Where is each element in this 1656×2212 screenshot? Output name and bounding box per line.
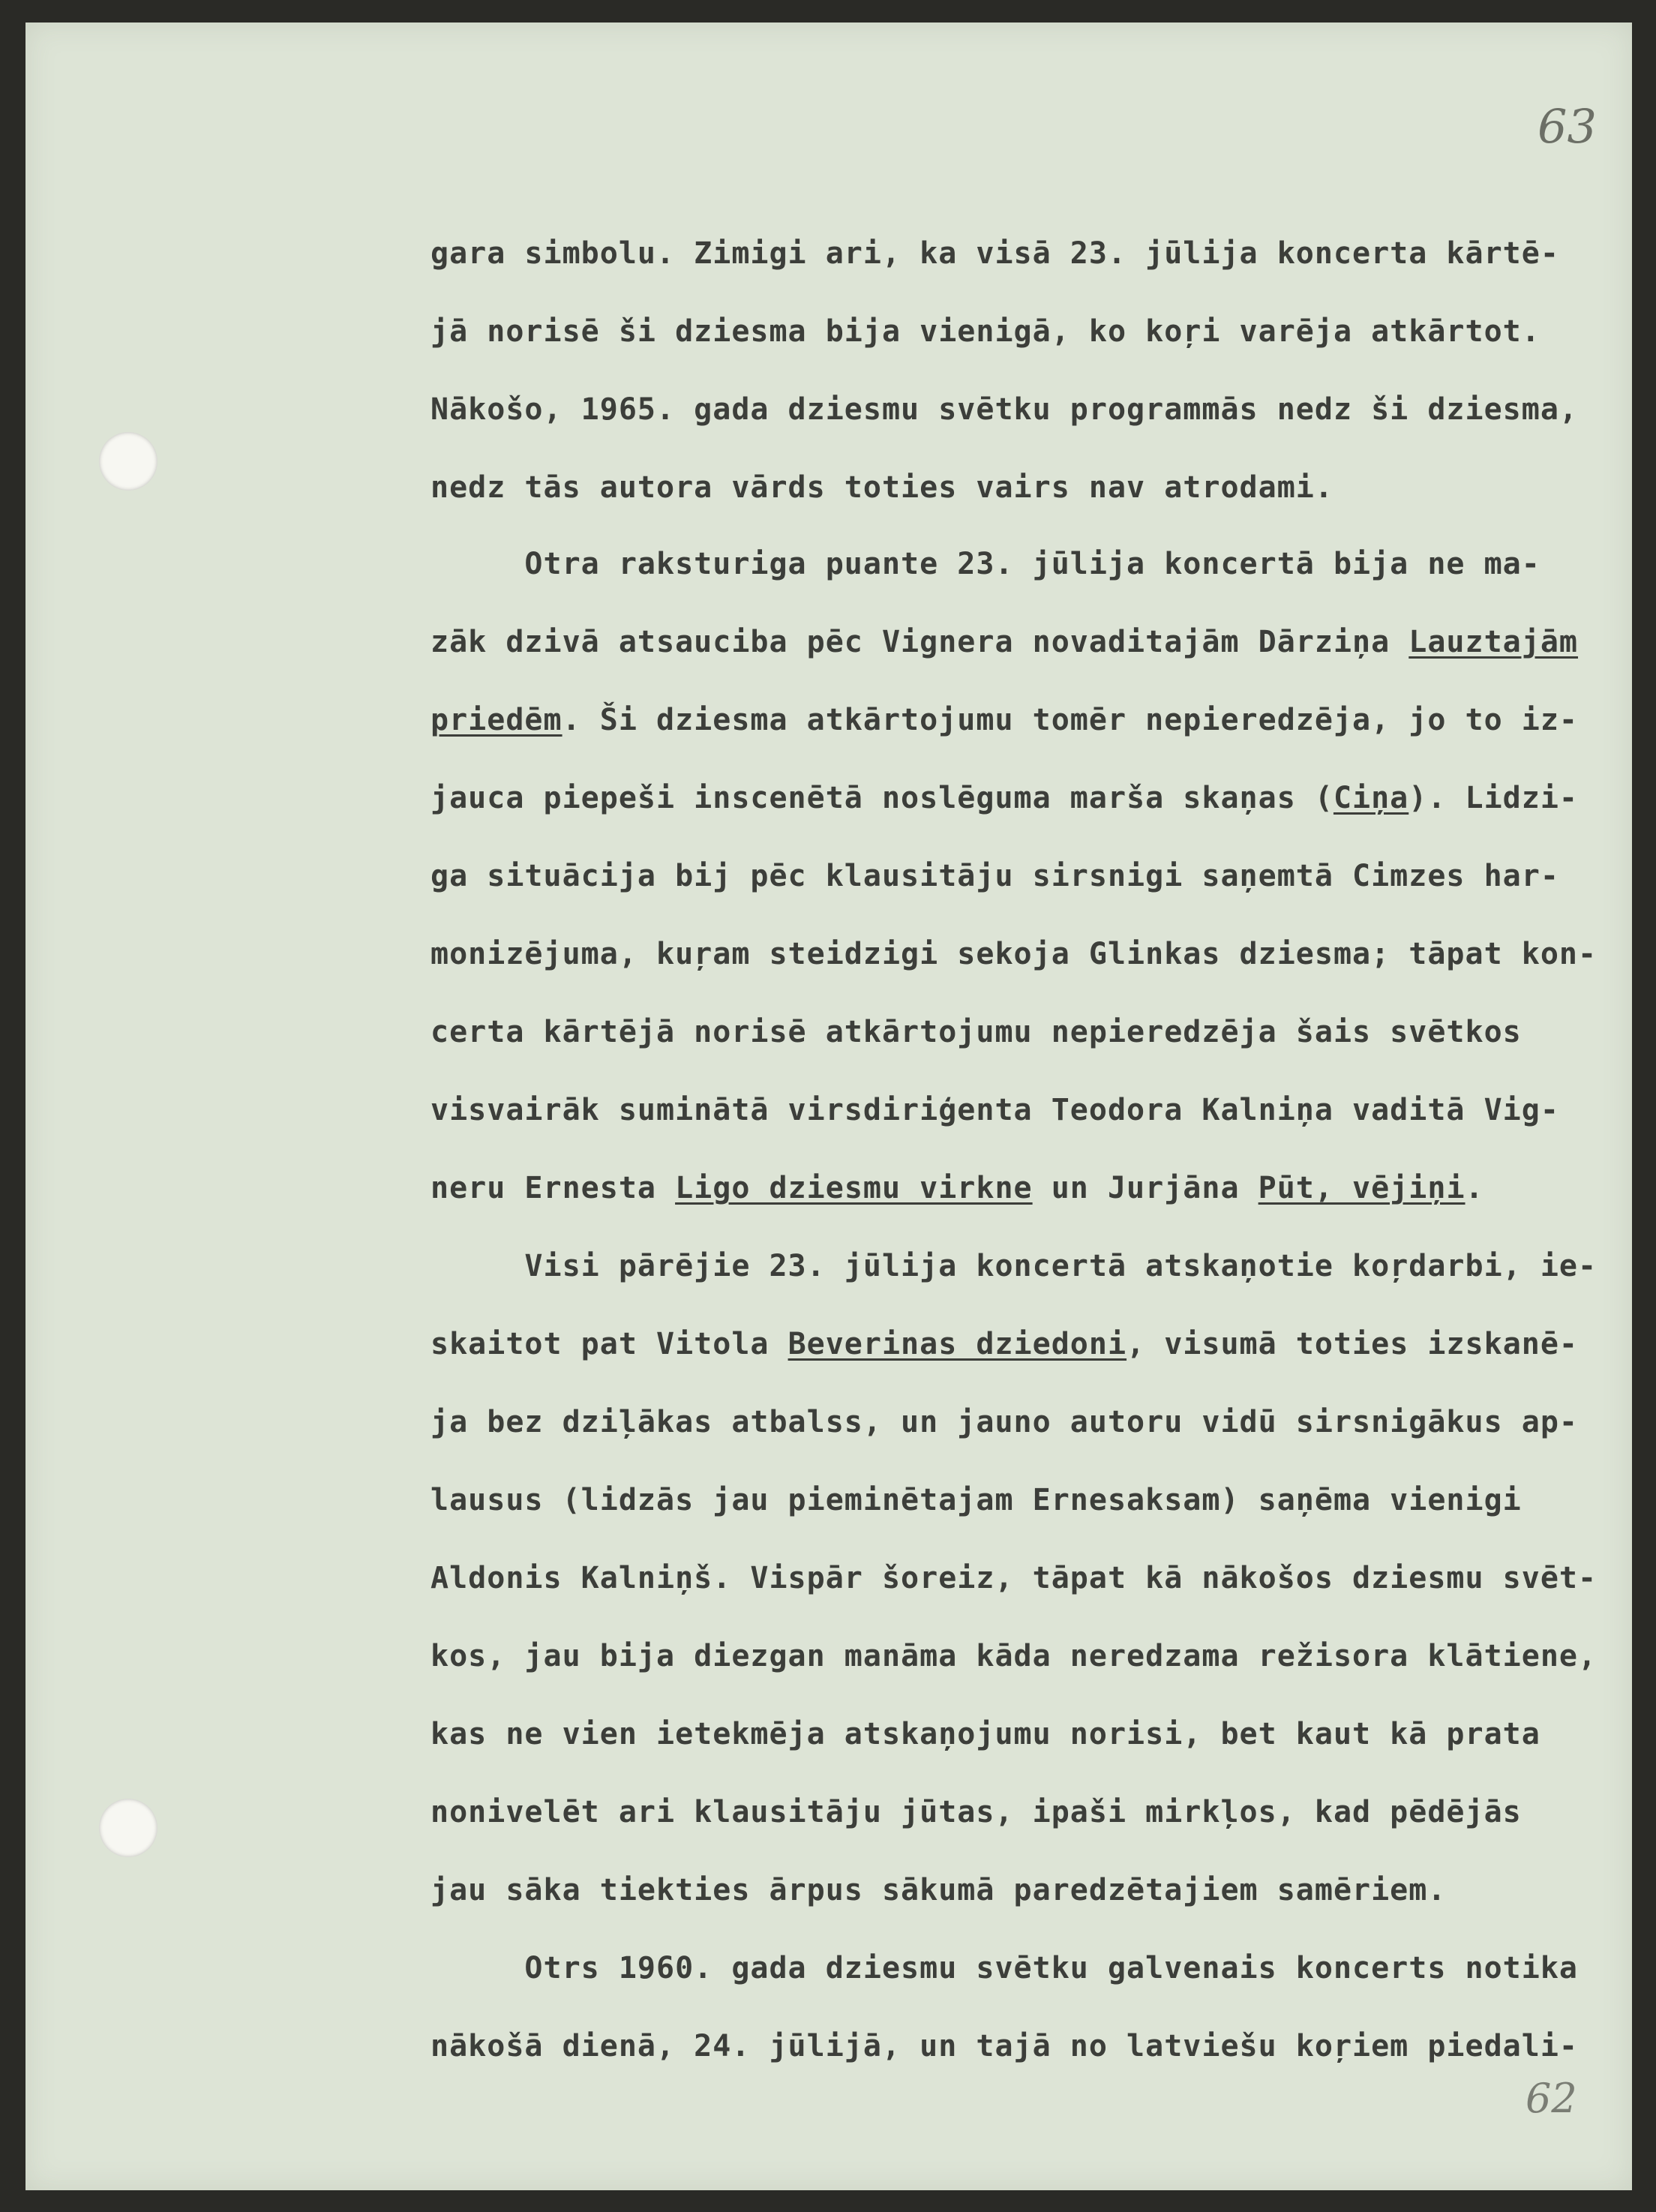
line-text: visvairāk suminātā virsdiriģenta Teodora Kalniņa vaditā Vig- — [430, 1093, 1559, 1127]
line-text: kas ne vien ietekmēja atskaņojumu norisi, bet kaut kā prata — [430, 1717, 1540, 1751]
text-line — [430, 779, 1578, 818]
line-text: lausus (lidzās jau pieminētajam Ernesaksam) saņēma vienigi — [430, 1483, 1522, 1517]
line-text: , visumā toties izskanē- — [1126, 1327, 1579, 1361]
text-line — [430, 623, 1578, 662]
line-text: Otra raksturiga puante 23. jūlija koncertā bija ne ma- — [430, 547, 1540, 581]
text-line — [430, 1559, 1597, 1598]
text-line — [430, 468, 1334, 507]
text-line — [430, 1169, 1484, 1208]
line-text: Nākošo, 1965. gada dziesmu svētku programmās nedz ši dziesma, — [430, 392, 1579, 427]
line-text: kos, jau bija diezgan manāma kāda neredzama režisora klātiene, — [430, 1639, 1598, 1673]
line-text: jauca piepeši inscenētā noslēguma marša skaņas ( — [430, 781, 1334, 815]
punch-hole-top — [99, 432, 158, 491]
text-line — [430, 1013, 1522, 1052]
text-line — [430, 1247, 1597, 1286]
underlined-title: Lauztajām — [1408, 625, 1579, 659]
text-line — [430, 1793, 1522, 1832]
page-number-handwritten: 63 — [1538, 99, 1597, 154]
text-line — [430, 935, 1597, 974]
line-text: monizējuma, kuŗam steidzigi sekoja Glinkas dziesma; tāpat kon- — [430, 937, 1598, 971]
line-text: Otrs 1960. gada dziesmu svētku galvenais koncerts notika — [430, 1951, 1579, 1985]
line-text: jau sāka tiekties ārpus sākumā paredzētajiem samēriem. — [430, 1873, 1447, 1907]
line-text: . — [1465, 1171, 1484, 1205]
text-line — [430, 1949, 1578, 1988]
text-line — [430, 312, 1540, 351]
text-line — [430, 1403, 1578, 1442]
line-text: un Jurjāna — [1032, 1171, 1258, 1205]
text-line — [430, 701, 1578, 740]
page-number-bottom: 62 — [1526, 2075, 1577, 2122]
underlined-title: priedēm — [430, 703, 562, 737]
text-line — [430, 1091, 1559, 1130]
line-text: nākošā dienā, 24. jūlijā, un tajā no latviešu koŗiem piedali- — [430, 2029, 1579, 2063]
line-text: nedz tās autora vārds toties vairs nav atrodami. — [430, 470, 1334, 505]
text-line — [430, 545, 1540, 584]
underlined-title: Ligo dziesmu virkne — [675, 1171, 1033, 1205]
punch-hole-bottom — [99, 1799, 158, 1857]
line-text: skaitot pat Vitola — [430, 1327, 788, 1361]
text-line — [430, 2027, 1578, 2066]
line-text: neru Ernesta — [430, 1171, 676, 1205]
line-text: Visi pārējie 23. jūlija koncertā atskaņotie koŗdarbi, ie- — [430, 1249, 1598, 1283]
text-line — [430, 1715, 1540, 1754]
document-page — [26, 23, 1632, 2190]
text-line — [430, 234, 1559, 273]
line-text: gara simbolu. Zimigi ari, ka visā 23. jūlija koncerta kārtē- — [430, 236, 1559, 271]
text-line — [430, 1325, 1578, 1364]
line-text: certa kārtējā norisē atkārtojumu nepieredzēja šais svētkos — [430, 1015, 1522, 1049]
line-text: ga situācija bij pēc klausitāju sirsnigi saņemtā Cimzes har- — [430, 859, 1559, 893]
text-line — [430, 1481, 1522, 1520]
line-text: ). Lidzi- — [1408, 781, 1579, 815]
text-line — [430, 390, 1578, 429]
line-text: zāk dzivā atsauciba pēc Vignera novaditajām Dārziņa — [430, 625, 1409, 659]
text-line — [430, 857, 1559, 896]
line-text: jā norisē ši dziesma bija vienigā, ko koŗi varēja atkārtot. — [430, 314, 1540, 349]
underlined-title: Ciņa — [1333, 781, 1409, 815]
underlined-title: Beverinas dziedoni — [788, 1327, 1127, 1361]
line-text: Aldonis Kalniņš. Vispār šoreiz, tāpat kā nākošos dziesmu svēt- — [430, 1561, 1598, 1595]
text-line — [430, 1871, 1446, 1910]
line-text: . Ši dziesma atkārtojumu tomēr nepieredzēja, jo to iz- — [562, 703, 1579, 737]
line-text: nonivelēt ari klausitāju jūtas, ipaši mirkļos, kad pēdējās — [430, 1795, 1522, 1829]
text-line — [430, 1637, 1597, 1676]
line-text: ja bez dziļākas atbalss, un jauno autoru vidū sirsnigākus ap- — [430, 1405, 1579, 1439]
underlined-title: Pūt, vējiņi — [1258, 1171, 1466, 1205]
